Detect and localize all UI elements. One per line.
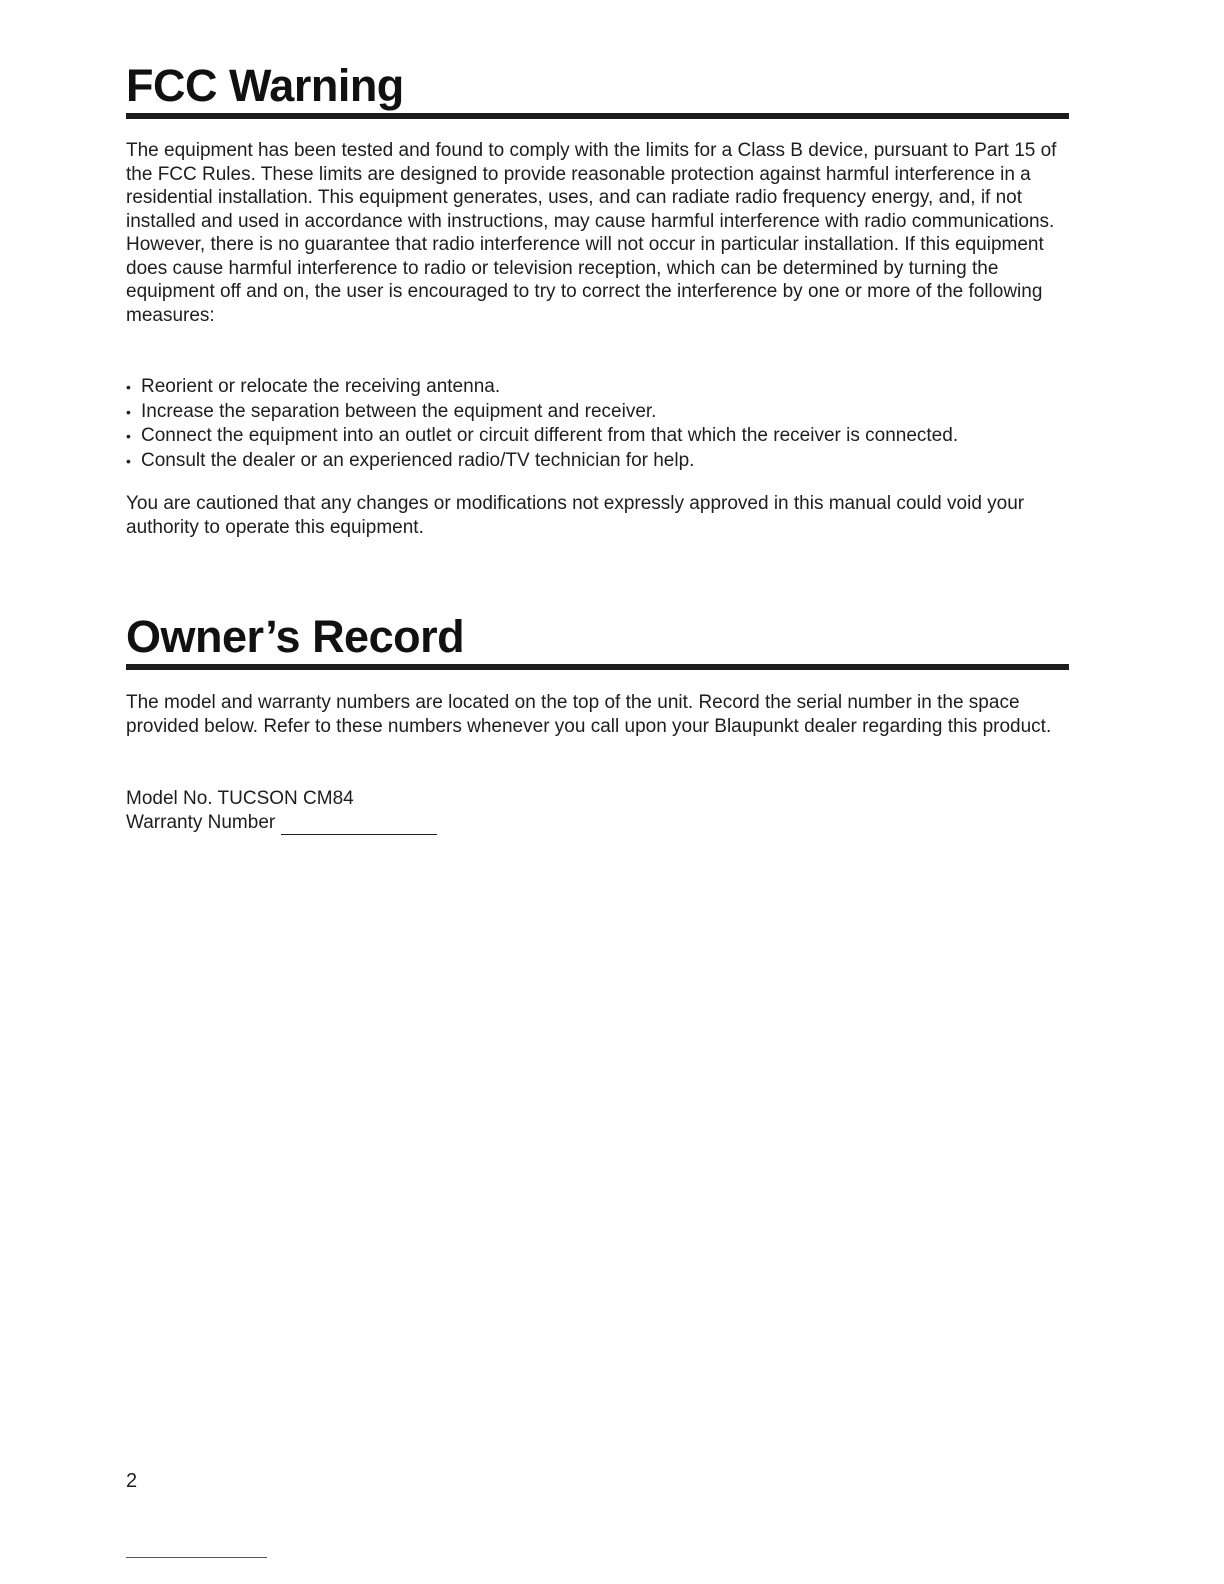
warranty-number-line <box>126 811 437 835</box>
warranty-number-blank <box>281 816 437 835</box>
list-item <box>126 400 958 425</box>
owners-record-heading-rule <box>126 664 1069 670</box>
page-number: 2 <box>126 1470 138 1492</box>
model-number-line: Model No. TUCSON CM84 <box>126 788 354 809</box>
bullet-icon: • <box>126 452 131 469</box>
list-item <box>126 375 958 400</box>
fcc-caution-paragraph: You are cautioned that any changes or modifications not expressly approved in this manual could void your authority to operate this equipment. <box>126 493 1025 538</box>
list-item-text: Consult the dealer or an experienced radio/TV technician for help. <box>141 449 695 471</box>
list-item-text: Increase the separation between the equipment and receiver. <box>141 400 657 422</box>
owners-record-heading: Owner’s Record <box>126 611 465 662</box>
list-item <box>126 449 958 474</box>
list-item <box>126 424 958 449</box>
bullet-icon: • <box>126 403 131 420</box>
fcc-heading-rule <box>126 113 1069 119</box>
bullet-icon: • <box>126 428 131 444</box>
warranty-number-label: Warranty Number <box>126 812 276 833</box>
fcc-measures-list <box>126 375 958 473</box>
fcc-warning-heading: FCC Warning <box>126 60 404 111</box>
bullet-icon: • <box>126 379 131 395</box>
footer-rule <box>126 1557 267 1558</box>
fcc-compliance-paragraph: The equipment has been tested and found to comply with the limits for a Class B device, pursuant to Part 15 of the FCC Rules. These limits are designed to provide reasonable protection against harmful interference in a residential installation. This equipment generates, uses, and can radiate radio frequency energy, and, if not installed and used in accordance with instructions, may cause harmful interference with radio communications. However, there is no guarantee that radio interference will not occur in particular installation. If this equipment does cause harmful interference to radio or television reception, which can be determined by turning the equipment off and on, the user is encouraged to try to correct the interference by one or more of the following measures: <box>126 140 1057 326</box>
list-item-text: Reorient or relocate the receiving antenna. <box>141 376 501 397</box>
list-item-text: Connect the equipment into an outlet or circuit different from that which the receiver is connected. <box>141 425 959 446</box>
owners-record-paragraph: The model and warranty numbers are located on the top of the unit. Record the serial number in the space provided below. Refer to these numbers whenever you call upon your Blaupunkt dealer regarding this product. <box>126 692 1052 737</box>
